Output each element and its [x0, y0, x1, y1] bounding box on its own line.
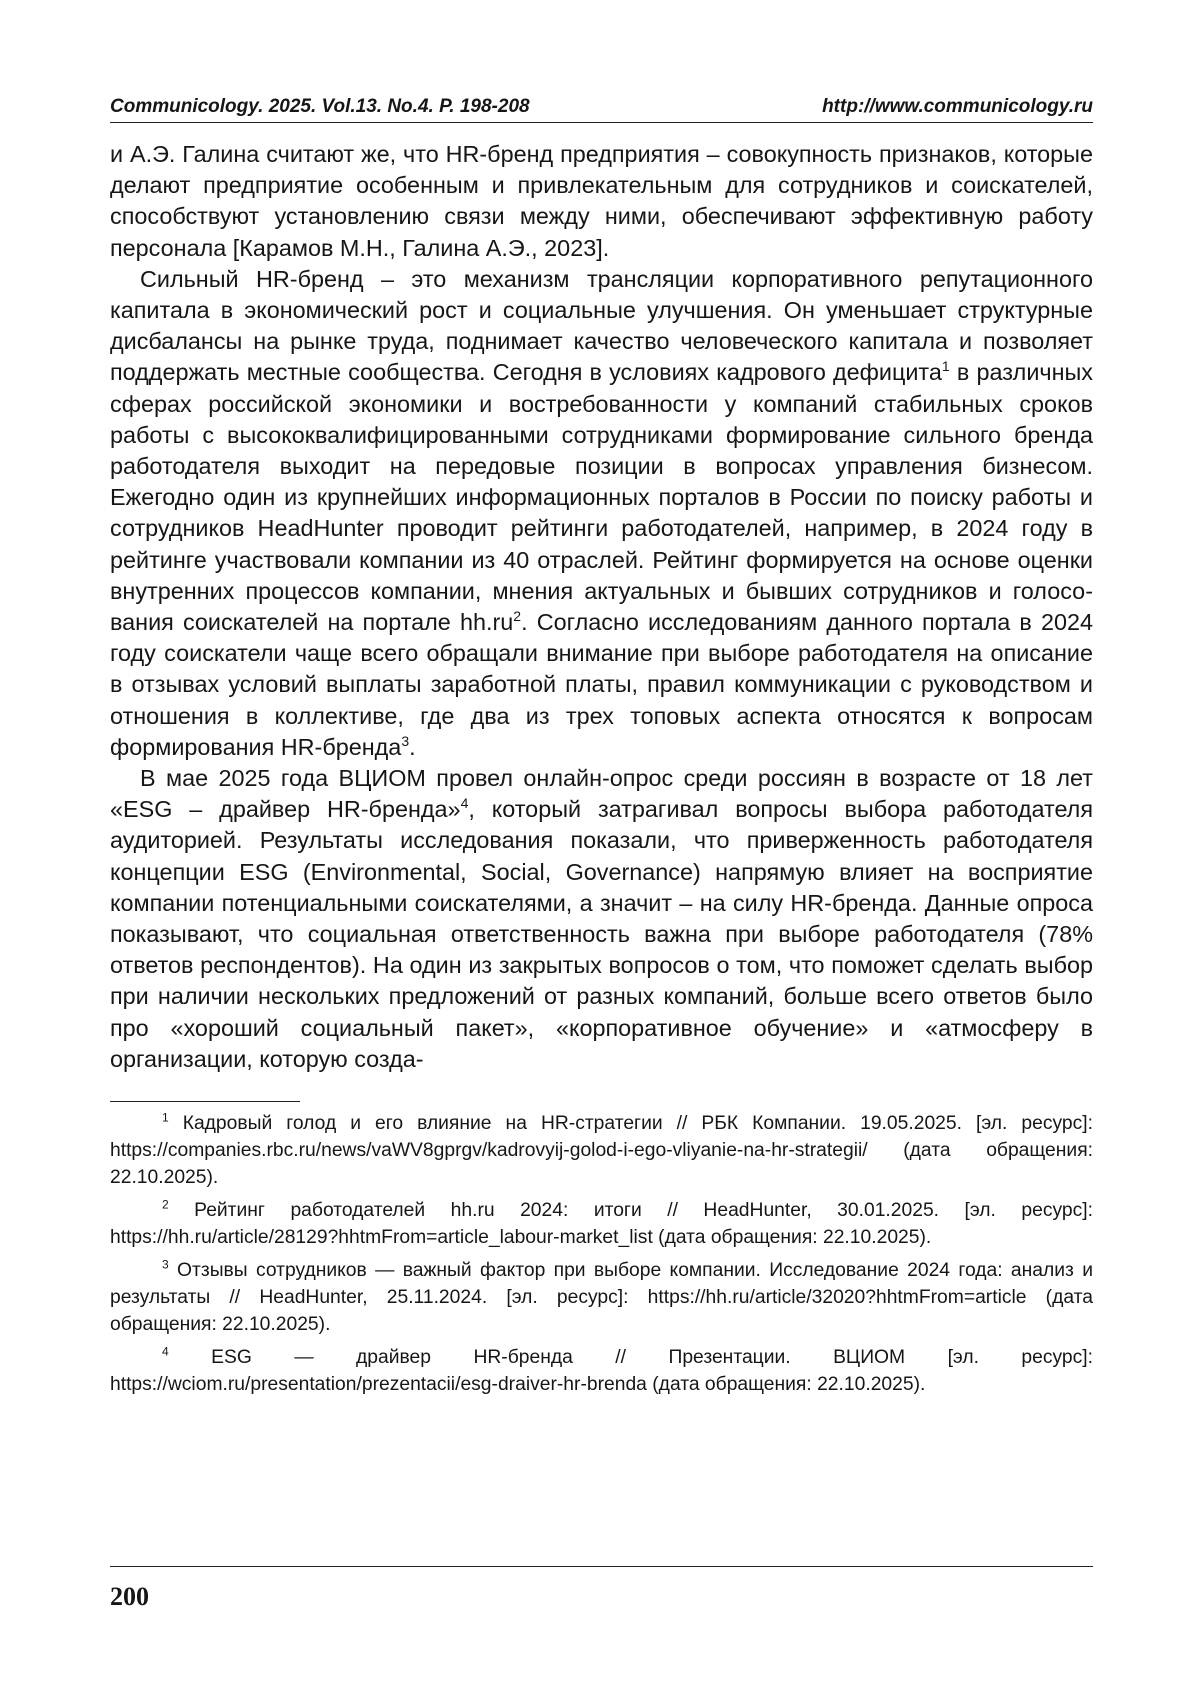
journal-url: http://www.communicology.ru	[822, 96, 1093, 117]
footnote-3-text: Отзывы сотрудников — важный фактор при выборе компании. Исследование 2024 года: анализ и результаты // HeadHunter, 25.11.2024. [эл. ресурс]: https://hh.ru/article/32020?hhtmFrom=article (дата обращения: 22.10.2025).	[110, 1260, 1093, 1336]
paragraph-3-text-b: , который затрагивал вопросы выбора работодателя аудиторией. Результаты исследования показали, что приверженность работодателя концепции ESG (Environmental, Social, Governance) напрямую влияет на восприятие компании потенциальными соискателями, а значит – на силу HR-бренда. Данные опроса показывают, что социальная ответственность важна при выборе работодателя (78% ответов респондентов). На один из закрытых вопросов о том, что поможет сделать выбор при наличии нескольких предложений от разных компаний, больше всего ответов было про «хороший социальный пакет», «корпоративное обучение» и «атмосферу в организации, которую созда-	[110, 796, 1093, 1072]
footnote-ref-2[interactable]: 2	[513, 608, 522, 625]
footnote-1-text: Кадровый голод и его влияние на HR-стратегии // РБК Компании. 19.05.2025. [эл. ресурс]: https://companies.rbc.ru/news/vaWV8gprgv/kadrovyij-golod-i-ego-vliyanie-na-hr-strategii/ (дата обращения: 22.10.2025).	[110, 1113, 1093, 1189]
paragraph-3-text-a: В мае 2025 года ВЦИОМ провел онлайн-опрос среди россиян в возрасте от 18 лет «ESG – драйвер HR-бренда»	[110, 765, 1093, 823]
paragraph-2-text-a: Сильный HR-бренд – это механизм трансляции корпоративного репутационного капитала в экономический рост и социальные улучшения. Он уменьшает структурные дисбалансы на рынке труда, поднимает качество человеческого капитала и позволяет поддержать местные сообщества. Сегодня в условиях кадрового дефицита	[110, 265, 1093, 386]
running-header	[110, 96, 1093, 123]
footnote-4	[110, 1344, 1093, 1398]
journal-citation: Communicology. 2025. Vol.13. No.4. P. 198-208	[110, 96, 530, 117]
footnote-2-number: 2	[162, 1197, 169, 1212]
footnote-1-number: 1	[162, 1110, 169, 1125]
footnote-4-number: 4	[162, 1344, 169, 1359]
footnote-1	[110, 1110, 1093, 1191]
footnote-ref-1[interactable]: 1	[941, 358, 950, 375]
footnotes	[110, 1110, 1093, 1398]
footnote-ref-3[interactable]: 3	[401, 733, 410, 750]
footer-divider	[110, 1566, 1093, 1567]
paragraph-2-text-b: в различных сферах российской экономики и востребованности у компаний стабильных сроков работы с высококвалифицированными сотрудниками формирование сильного бренда работодателя выходит на передовые позиции в вопросах управления бизнесом. Ежегодно один из крупнейших информационных порталов в России по поиску работы и сотрудников HeadHunter проводит рейтинги работодателей, например, в 2024 году в рейтинге участвовали компании из 40 отраслей. Рейтинг формируется на основе оценки внутренних процессов компании, мнения актуальных и бывших сотрудников и голосования соискателей на портале hh.ru	[110, 359, 1094, 636]
footnote-3-number: 3	[162, 1257, 169, 1272]
paragraph-2	[110, 264, 1093, 763]
paragraph-2-text-c: . Согласно исследованиям данного портала в 2024 году соискатели чаще всего обращали внимание при выборе работодателя на описание в отзывах условий выплаты заработной платы, правил коммуникации с руководством и отношения в коллективе, где два из трех топовых аспекта относятся к вопросам формирования HR-бренда	[110, 609, 1093, 760]
main-text	[110, 139, 1093, 1075]
page-number: 200	[110, 1582, 149, 1611]
footnote-2-text: Рейтинг работодателей hh.ru 2024: итоги // HeadHunter, 30.01.2025. [эл. ресурс]: https://hh.ru/article/28129?hhtmFrom=article_labour-market_list (дата обращения: 22.10.2025).	[110, 1200, 1093, 1249]
footnote-3	[110, 1257, 1093, 1338]
paragraph-3	[110, 763, 1093, 1075]
paragraph-2-text-d: .	[409, 733, 416, 760]
footnote-4-text: ESG — драйвер HR-бренда // Презентации. ВЦИОМ [эл. ресурс]: https://wciom.ru/presentation/prezentacii/esg-draiver-hr-brenda (дата обращения: 22.10.2025).	[110, 1347, 1093, 1396]
page	[110, 96, 1094, 1611]
footnote-ref-4[interactable]: 4	[460, 795, 469, 812]
footnote-divider	[110, 1101, 300, 1102]
footnote-2	[110, 1197, 1093, 1251]
paragraph-1: и А.Э. Галина считают же, что HR-бренд предприятия – совокупность признаков, которые делают предприятие особенным и привлекательным для сотрудников и соискателей, способствуют установлению связи между ними, обеспечивают эффективную работу персонала [Карамов М.Н., Галина А.Э., 2023].	[110, 141, 1093, 261]
